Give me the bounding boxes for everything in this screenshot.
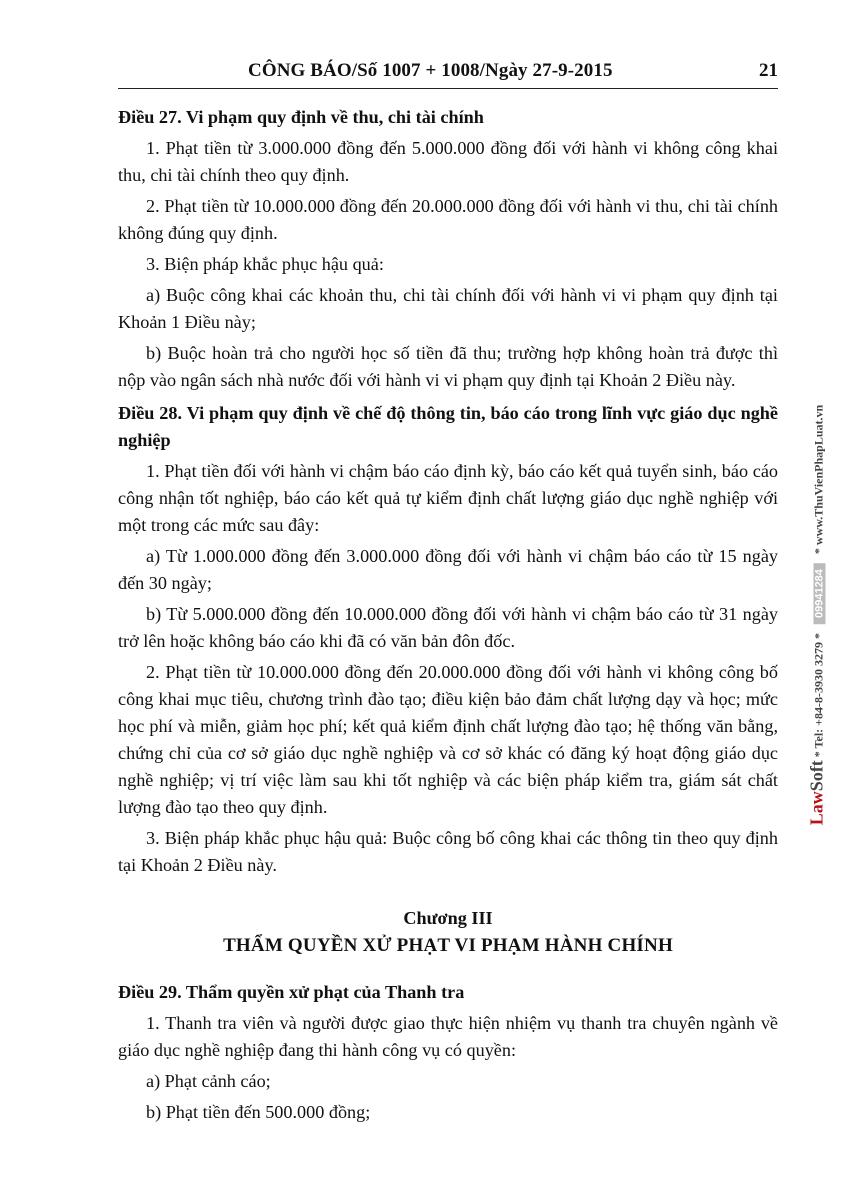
page-number: 21 <box>759 60 778 81</box>
article-27-clause-3b: b) Buộc hoàn trả cho người học số tiền đã thu; trường hợp không hoàn trả được thì nộp vào ngân sách nhà nước đối với hành vi vi phạm quy định tại Khoản 2 Điều này. <box>118 343 778 390</box>
article-27-heading: Điều 27. Vi phạm quy định về thu, chi tài chính <box>118 107 484 127</box>
gazette-title: CÔNG BÁO/Số 1007 + 1008/Ngày 27-9-2015 <box>248 60 613 81</box>
brand-law: Law <box>806 791 827 826</box>
article-29-clause-1a: a) Phạt cảnh cáo; <box>146 1071 271 1091</box>
watermark-tel: * Tel: +84-8-3930 3279 * <box>811 633 826 758</box>
article-28-clause-1a: a) Từ 1.000.000 đồng đến 3.000.000 đồng đối với hành vi chậm báo cáo từ 15 ngày đến 30 ngày; <box>118 546 778 593</box>
watermark-website: * www.ThuVienPhapLuat.vn <box>811 404 826 555</box>
watermark-phone-badge: 09941284 <box>814 563 826 624</box>
article-27-clause-1: 1. Phạt tiền từ 3.000.000 đồng đến 5.000.000 đồng đối với hành vi không công khai thu, chi tài chính theo quy định. <box>118 138 778 185</box>
brand-soft: Soft <box>806 760 827 792</box>
article-27-clause-3a: a) Buộc công khai các khoản thu, chi tài chính đối với hành vi vi phạm quy định tại Khoản 1 Điều này; <box>118 285 778 332</box>
article-29-heading: Điều 29. Thẩm quyền xử phạt của Thanh tra <box>118 982 465 1002</box>
article-28-clause-1b: b) Từ 5.000.000 đồng đến 10.000.000 đồng đối với hành vi chậm báo cáo từ 31 ngày trở lên hoặc không báo cáo khi đã có văn bản đôn đốc. <box>118 604 778 651</box>
document-body <box>118 104 778 1130</box>
article-27-clause-3: 3. Biện pháp khắc phục hậu quả: <box>146 254 384 274</box>
article-29-clause-1b: b) Phạt tiền đến 500.000 đồng; <box>146 1102 371 1122</box>
article-28-clause-1: 1. Phạt tiền đối với hành vi chậm báo cáo định kỳ, báo cáo kết quả tuyển sinh, báo cáo công nhận tốt nghiệp, báo cáo kết quả tự kiểm định chất lượng giáo dục nghề nghiệp với một trong các mức sau đây: <box>118 461 778 535</box>
watermark-text <box>807 405 828 825</box>
chapter-number: Chương III <box>403 908 493 928</box>
page-header <box>118 58 778 89</box>
watermark-brand <box>807 760 827 825</box>
article-27-clause-2: 2. Phạt tiền từ 10.000.000 đồng đến 20.000.000 đồng đối với hành vi thu, chi tài chính không đúng quy định. <box>118 196 778 243</box>
article-28-clause-2: 2. Phạt tiền từ 10.000.000 đồng đến 20.000.000 đồng đối với hành vi không công bố công khai mục tiêu, chương trình đào tạo; điều kiện bảo đảm chất lượng dạy và học; mức học phí và miễn, giảm học phí; kết quả kiểm định chất lượng đào tạo; hệ thống văn bằng, chứng chỉ của cơ sở giáo dục nghề nghiệp và cơ sở khác có đăng ký hoạt động giáo dục nghề nghiệp; vị trí việc làm sau khi tốt nghiệp và các biện pháp kiểm tra, giám sát chất lượng đào tạo theo quy định. <box>118 662 778 817</box>
watermark-sidebar <box>797 380 837 850</box>
article-29-clause-1: 1. Thanh tra viên và người được giao thực hiện nhiệm vụ thanh tra chuyên ngành về giáo dục nghề nghiệp đang thi hành công vụ có quyền: <box>118 1013 778 1060</box>
article-28-heading: Điều 28. Vi phạm quy định về chế độ thông tin, báo cáo trong lĩnh vực giáo dục nghề nghiệp <box>118 403 778 450</box>
chapter-title: THẨM QUYỀN XỬ PHẠT VI PHẠM HÀNH CHÍNH <box>223 935 673 956</box>
article-28-clause-3: 3. Biện pháp khắc phục hậu quả: Buộc công bố công khai các thông tin theo quy định tại Khoản 2 Điều này. <box>118 828 778 875</box>
